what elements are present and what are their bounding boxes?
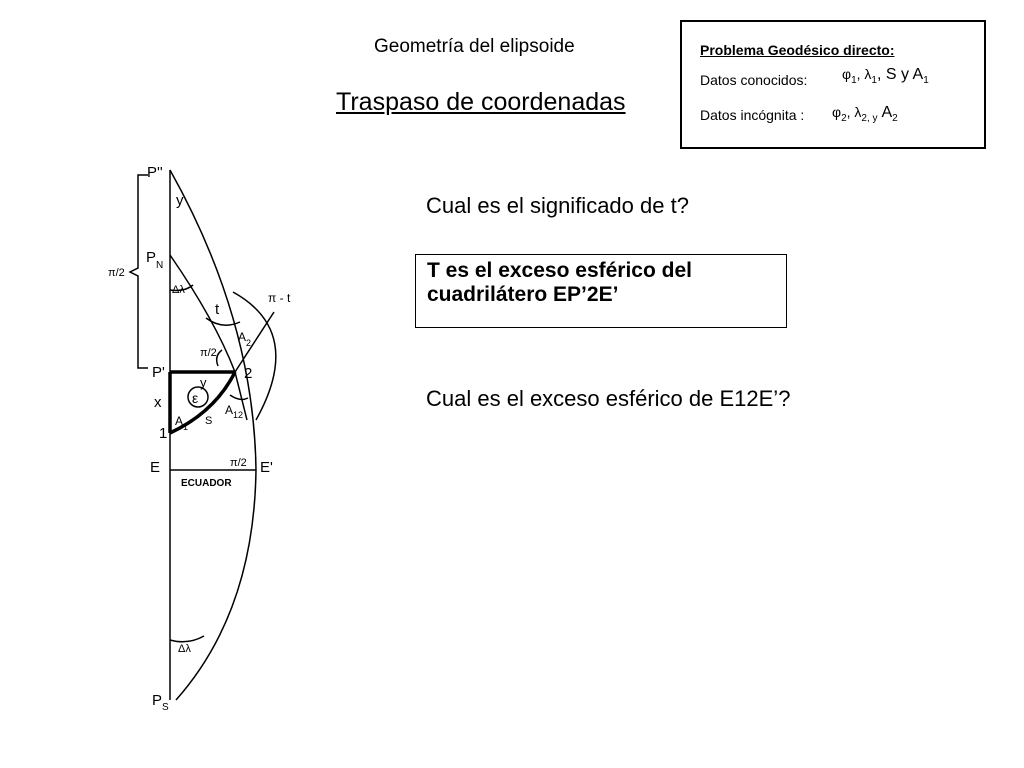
label-pi-half-left: π/2: [108, 267, 125, 279]
label-p-double-prime: P'': [147, 164, 163, 181]
label-e: E: [150, 459, 161, 476]
known-lambda-sub: 1: [871, 74, 877, 86]
label-pi-half-eq: π/2: [230, 457, 247, 469]
question-1: Cual es el significado de t?: [426, 193, 689, 218]
label-p-s-sub: S: [162, 702, 169, 713]
label-point-2: 2: [244, 365, 253, 382]
pi-half-arc: [217, 350, 222, 366]
label-ecuador: ECUADOR: [181, 478, 232, 489]
known-rest: , S y A: [876, 66, 924, 83]
pi-minus-t-arc: [233, 292, 276, 420]
label-p-prime: P': [152, 364, 165, 381]
unknown-a: A: [881, 104, 893, 121]
label-p-n: P: [146, 249, 157, 266]
page-title: Traspaso de coordenadas: [336, 88, 626, 116]
known-phi-sub: 1: [851, 74, 857, 86]
subtitle: Geometría del elipsoide: [374, 36, 575, 57]
label-a1: A: [175, 414, 184, 428]
label-t: t: [215, 301, 220, 318]
label-y-top: y: [176, 192, 184, 209]
label-a12-sub: 12: [233, 410, 244, 420]
label-epsilon: ε: [192, 390, 199, 406]
label-pi-half-inner: π/2: [200, 347, 217, 359]
label-e-prime: E': [260, 459, 273, 476]
label-a2: A: [238, 330, 247, 344]
label-delta-lambda-bottom: Δλ: [178, 643, 191, 655]
left-brace: [130, 175, 148, 368]
a12-arc: [230, 395, 248, 399]
unknown-lambda: , λ: [846, 104, 862, 120]
ellipse-arc: [170, 170, 256, 700]
t-arc: [206, 318, 240, 325]
info-box-heading: Problema Geodésico directo:: [700, 42, 895, 58]
question-2: Cual es el exceso esférico de E12E’?: [426, 386, 791, 411]
known-lambda: , λ: [856, 66, 872, 82]
label-a12: A: [225, 403, 234, 417]
known-data-label: Datos conocidos:: [700, 72, 808, 88]
unknown-lambda-sub: 2, y: [861, 112, 878, 124]
label-a1-sub: 1: [183, 422, 189, 432]
label-point-1: 1: [159, 425, 168, 442]
known-phi: φ: [842, 66, 852, 82]
label-x: x: [154, 394, 162, 411]
label-s: S: [205, 415, 213, 427]
label-delta-lambda-top: Δλ: [172, 284, 185, 296]
known-a-sub: 1: [923, 74, 929, 86]
unknown-phi-sub: 2: [841, 112, 847, 124]
unknown-phi: φ: [832, 104, 842, 120]
label-y-mid: y: [200, 375, 207, 390]
label-pi-minus-t: π - t: [268, 291, 291, 305]
answer-text: T es el exceso esférico del cuadrilátero EP’2E’: [427, 259, 692, 306]
unknown-a-sub: 2: [892, 112, 898, 124]
delta-lambda-bottom-arc: [170, 636, 204, 642]
label-p-n-sub: N: [156, 260, 164, 271]
unknown-data-label: Datos incógnita :: [700, 107, 805, 123]
label-p-s: P: [152, 692, 163, 709]
label-a2-sub: 2: [246, 338, 252, 348]
